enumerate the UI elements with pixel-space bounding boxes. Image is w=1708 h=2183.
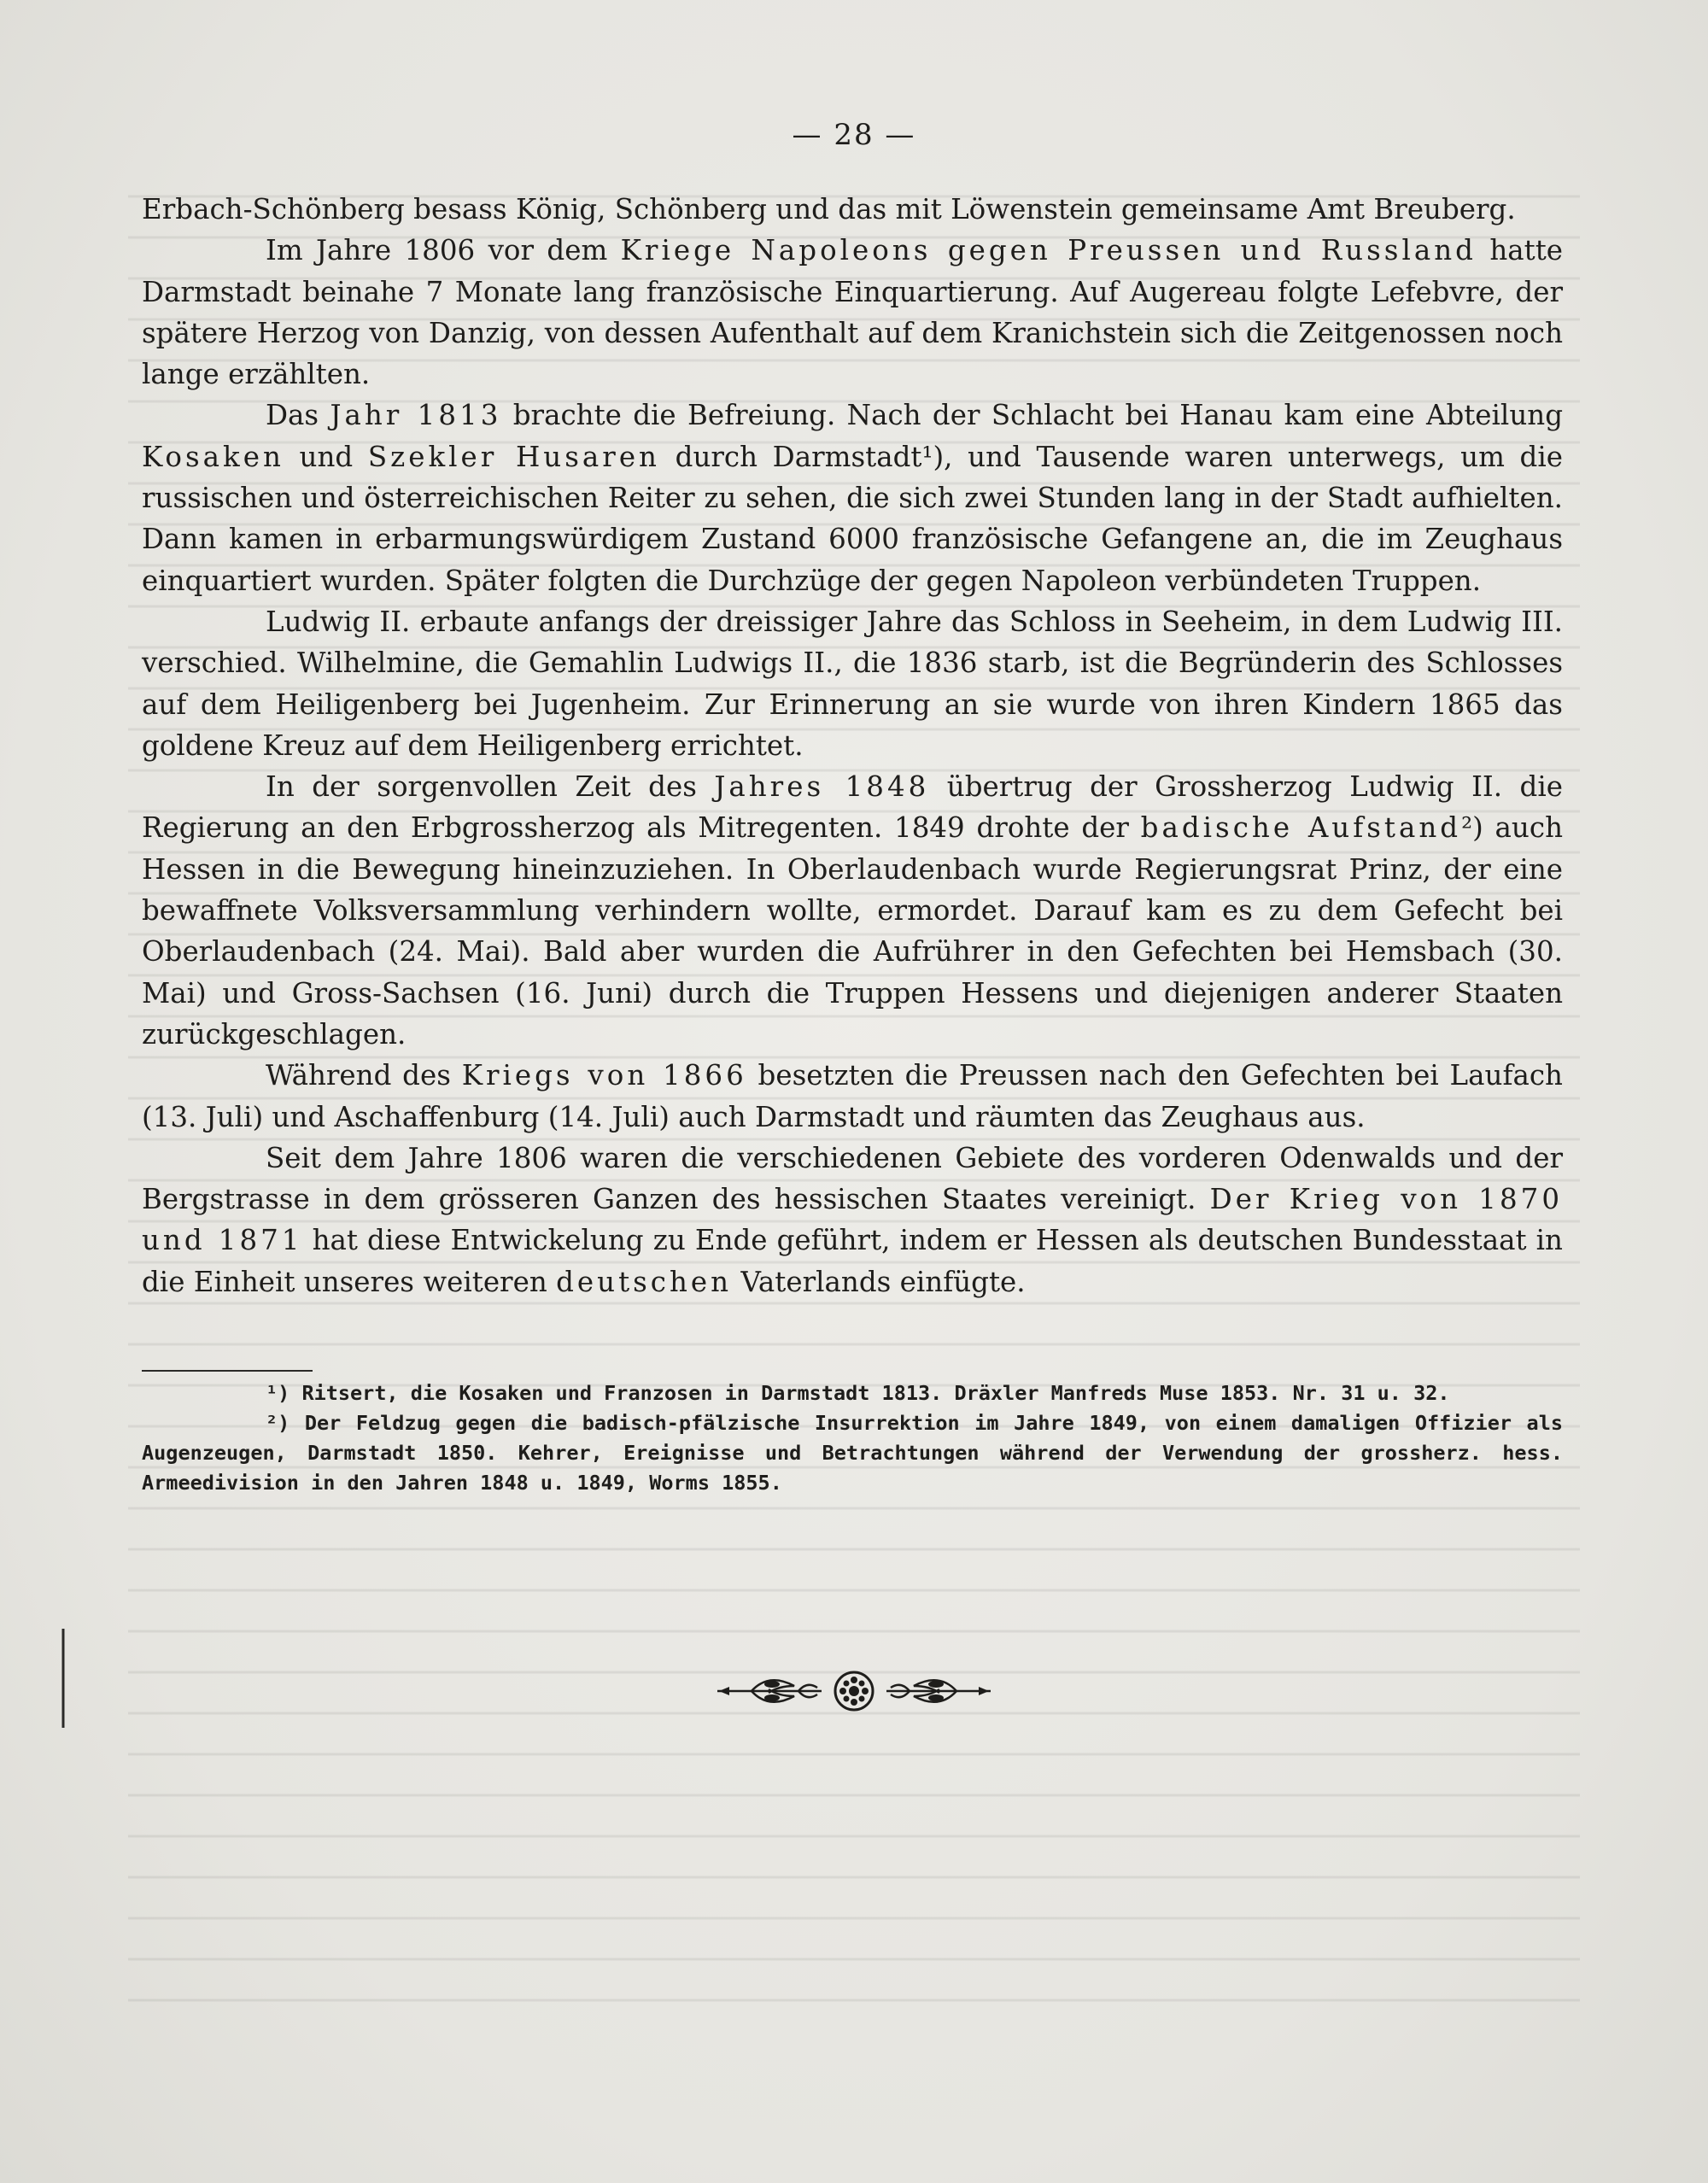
paragraph-3-text-g: durch Darmstadt¹), und Tausende waren unterwegs, um die russischen und österreichischen Reiter zu sehen, die sich zwei Stunden lang in der Stadt aufhielten. Dann kamen in erbarmungswürdigem Zustand 6000 französische Gefangene an, die im Zeughaus einquartiert wurden. Später folgten die Durchzüge der gegen Napoleon verbündeten Truppen. bbox=[142, 440, 1563, 597]
paragraph-6-emphasis: Kriegs von 1866 bbox=[461, 1059, 747, 1092]
paragraph-5-text-e: ²) auch Hessen in die Bewegung hineinzuziehen. In Oberlaudenbach wurde Regierungsrat Prinz, der eine bewaffnete Volksversammlung verhindern wollte, ermordet. Darauf kam es zu dem Gefecht bei Oberlaudenbach (24. Mai). Bald aber wurden die Aufrührer in den Gefechten bei Hemsbach (30. Mai) und Gross-Sachsen (16. Juni) durch die Truppen Hessens und diejenigen anderer Staaten zurückgeschlagen. bbox=[142, 811, 1563, 1051]
floral-divider-icon bbox=[717, 1665, 991, 1717]
paragraph-4 bbox=[142, 601, 1563, 766]
paragraph-6 bbox=[142, 1055, 1563, 1138]
paragraph-7-text-a: Seit dem Jahre 1806 waren die verschiedenen Gebiete des vorderen Odenwalds und der Bergstrasse in dem grösseren Ganzen des hessischen Staates vereinigt. bbox=[142, 1141, 1563, 1216]
paragraph-3-text-a: Das bbox=[266, 399, 330, 432]
paragraph-3 bbox=[142, 395, 1563, 600]
paragraph-5 bbox=[142, 766, 1563, 1055]
footnote-1: ¹) Ritsert, die Kosaken und Franzosen in Darmstadt 1813. Dräxler Manfreds Muse 1853. Nr. 31 u. 32. bbox=[266, 1381, 1450, 1405]
margin-pencil-marks bbox=[58, 1618, 84, 1738]
page-number: — 28 — bbox=[792, 118, 916, 152]
paragraph-5-text-a: In der sorgenvollen Zeit des bbox=[266, 770, 715, 804]
paragraph-7-emphasis-deutschen: deutschen bbox=[556, 1265, 733, 1298]
paragraph-6-text-a: Während des bbox=[266, 1059, 462, 1092]
paragraph-5-emphasis-year: Jahres 1848 bbox=[714, 770, 930, 804]
paragraph-7 bbox=[142, 1138, 1563, 1302]
paragraph-6-text-c: besetzten die Preussen nach den Gefechten bei Laufach (13. Juli) und Aschaffenburg (14. Juli) auch Darmstadt und räumten das Zeughaus aus. bbox=[142, 1059, 1563, 1133]
paragraph-3-emphasis-kosaken: Kosaken bbox=[142, 440, 284, 473]
paragraph-2-text-c: hatte Darmstadt beinahe 7 Monate lang französische Einquartierung. Auf Augereau folgte Lefebvre, der spätere Herzog von Danzig, von dessen Aufenthalt auf dem Kranichstein sich die Zeitgenossen noch lange erzählten. bbox=[142, 234, 1563, 391]
body-text bbox=[142, 189, 1563, 1302]
paragraph-7-emphasis-krieg: Der Krieg von 1870 und 1871 bbox=[142, 1183, 1563, 1257]
paragraph-7-text-e: Vaterlands einfügte. bbox=[732, 1265, 1026, 1298]
paragraph-3-emphasis-husaren: Szekler Husaren bbox=[367, 440, 660, 473]
paragraph-2-emphasis: Kriege Napoleons gegen Preussen und Russland bbox=[620, 234, 1477, 267]
paragraph-2 bbox=[142, 230, 1563, 395]
paragraph-3-text-e: und bbox=[284, 440, 368, 473]
paragraph-4-text: Ludwig II. erbaute anfangs der dreissiger Jahre das Schloss in Seeheim, in dem Ludwig III. verschied. Wilhelmine, die Gemahlin Ludwigs II., die 1836 starb, ist die Begründerin des Schlosses auf dem Heiligenberg bei Jugenheim. Zur Erinnerung an sie wurde von ihren Kindern 1865 das goldene Kreuz auf dem Heiligenberg errichtet. bbox=[142, 605, 1563, 762]
footnote-divider bbox=[142, 1370, 313, 1372]
paragraph-1-text: Erbach-Schönberg besass König, Schönberg und das mit Löwenstein gemeinsame Amt Breuberg. bbox=[142, 193, 1516, 225]
paragraph-5-emphasis-aufstand: badische Aufstand bbox=[1140, 811, 1462, 845]
paragraph-5-text-c: übertrug der Grossherzog Ludwig II. die Regierung an den Erbgrossherzog als Mitregenten. 1849 drohte der bbox=[142, 770, 1563, 845]
paragraph-3-text-c: brachte die Befreiung. Nach der Schlacht bei Hanau kam eine Abteilung bbox=[501, 399, 1563, 432]
paragraph-2-text-a: Im Jahre 1806 vor dem bbox=[266, 234, 621, 267]
paragraph-3-emphasis-year: Jahr 1813 bbox=[330, 399, 502, 432]
paragraph-1 bbox=[142, 189, 1563, 230]
paragraph-7-text-c: hat diese Entwickelung zu Ende geführt, indem er Hessen als deutschen Bundesstaat in die Einheit unseres weiteren bbox=[142, 1224, 1563, 1298]
footnotes bbox=[142, 1378, 1563, 1498]
footnote-2: ²) Der Feldzug gegen die badisch-pfälzische Insurrektion im Jahre 1849, von einem damaligen Offizier als Augenzeugen, Darmstadt 1850. Kehrer, Ereignisse und Betrachtungen während der Verwendung der grossherz. hess. Armeedivision in den Jahren 1848 u. 1849, Worms 1855. bbox=[142, 1411, 1563, 1495]
